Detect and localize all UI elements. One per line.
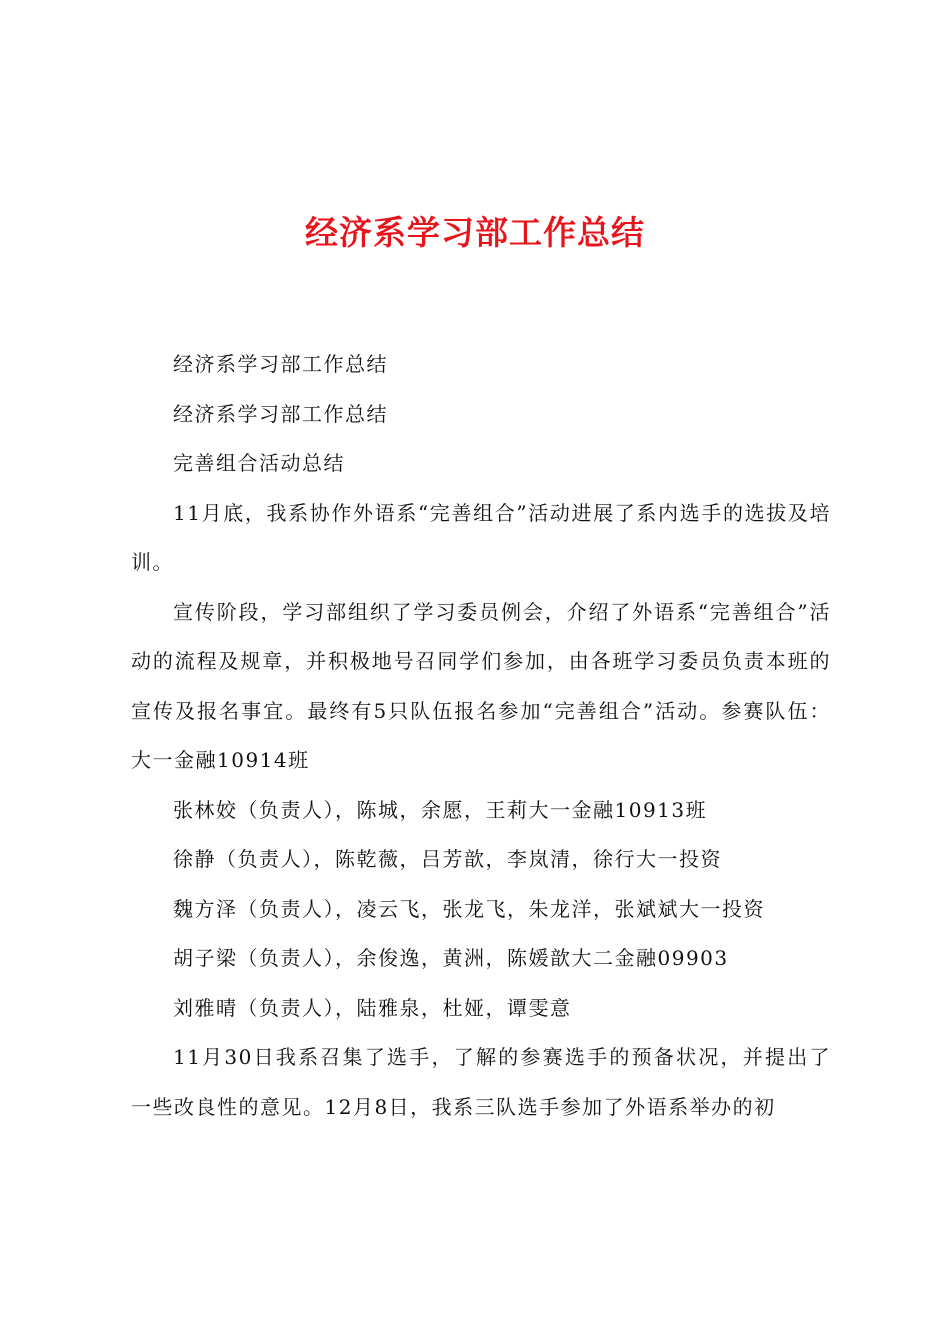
document-body [131, 340, 831, 1132]
paragraph-heading-2: 经济系学习部工作总结 [173, 401, 388, 426]
paragraph-team-1: 张林姣（负责人），陈城，余愿，王莉大一金融10913班 [173, 797, 708, 822]
paragraph-meeting: 11月30日我系召集了选手，了解的参赛选手的预备状况，并提出了一些改良性的意见。12月8日，我系三队选手参加了外语系举办的初 [131, 1045, 831, 1119]
paragraph-intro: 11月底，我系协作外语系“完善组合”活动进展了系内选手的选拔及培训。 [131, 500, 831, 574]
paragraph-team-2: 徐静（负责人），陈乾薇，吕芳歆，李岚清，徐行大一投资 [173, 847, 722, 871]
paragraph-team-5: 刘雅晴（负责人），陆雅泉，杜娅，谭雯意 [173, 995, 572, 1020]
paragraph-team-4: 胡子梁（负责人），余俊逸，黄洲，陈媛歆大二金融09903 [173, 946, 729, 970]
paragraph-team-3: 魏方泽（负责人），凌云飞，张龙飞，朱龙洋，张斌斌大一投资 [173, 896, 765, 921]
paragraph-subheading: 完善组合活动总结 [173, 451, 345, 475]
paragraph-publicity: 宣传阶段，学习部组织了学习委员例会，介绍了外语系“完善组合”活动的流程及规章，并积极地号召同学们参加，由各班学习委员负责本班的宣传及报名事宜。最终有5只队伍报名参加“完善组合”活动。参赛队伍：大一金融10914班 [131, 599, 831, 772]
document-title: 经济系学习部工作总结 [305, 213, 645, 252]
paragraph-heading-1: 经济系学习部工作总结 [173, 352, 388, 376]
